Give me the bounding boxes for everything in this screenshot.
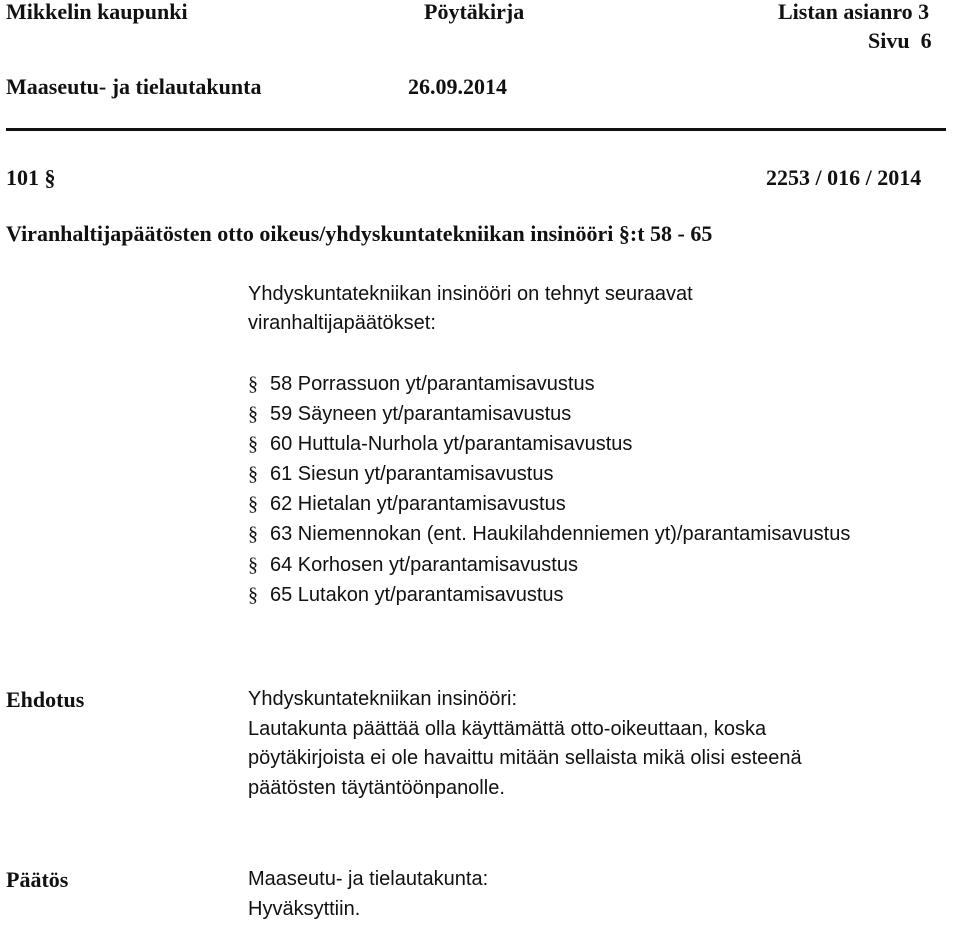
proposal-text bbox=[248, 685, 802, 803]
proposal-line-3: pöytäkirjoista ei ole havaittu mitään sellaista mikä olisi esteenä bbox=[248, 747, 802, 769]
section-sign: § bbox=[248, 433, 258, 456]
intro-line-2: viranhaltijapäätökset: bbox=[248, 312, 436, 334]
decision-text: 59 Säyneen yt/parantamisavustus bbox=[270, 403, 572, 426]
decision-text: 58 Porrassuon yt/parantamisavustus bbox=[270, 373, 595, 395]
list-item bbox=[248, 550, 850, 580]
decision-text: 63 Niemennokan (ent. Haukilahdenniemen yt)/parantamisavustus bbox=[270, 523, 851, 546]
section-sign: § bbox=[248, 403, 258, 426]
section-number: 101 § bbox=[6, 165, 56, 190]
list-item bbox=[248, 399, 850, 429]
decision-line-1: Maaseutu- ja tielautakunta: bbox=[248, 868, 489, 890]
decision-text: 64 Korhosen yt/parantamisavustus bbox=[270, 553, 578, 576]
section-sign: § bbox=[248, 523, 258, 546]
intro-line-1: Yhdyskuntatekniikan insinööri on tehnyt seuraavat bbox=[248, 283, 693, 305]
decision-list bbox=[248, 369, 850, 610]
organization-name: Mikkelin kaupunki bbox=[6, 0, 188, 24]
decision-text: 65 Lutakon yt/parantamisavustus bbox=[270, 583, 564, 606]
list-item bbox=[248, 429, 850, 459]
decision-text-block bbox=[248, 865, 488, 924]
list-item bbox=[248, 580, 850, 610]
document-type: Pöytäkirja bbox=[424, 0, 525, 24]
decision-text: 60 Huttula-Nurhola yt/parantamisavustus bbox=[270, 433, 633, 456]
proposal-line-4: päätösten täytäntöönpanolle. bbox=[248, 776, 505, 799]
list-item bbox=[248, 519, 850, 549]
list-item bbox=[248, 489, 850, 519]
decision-text: 61 Siesun yt/parantamisavustus bbox=[270, 463, 554, 486]
case-title: Viranhaltijapäätösten otto oikeus/yhdyskuntatekniikan insinööri §:t 58 - 65 bbox=[6, 221, 713, 246]
list-item bbox=[248, 459, 850, 489]
record-number: 2253 / 016 / 2014 bbox=[766, 165, 922, 190]
agenda-item-number: Listan asianro 3 bbox=[778, 0, 930, 24]
list-item bbox=[248, 369, 850, 399]
section-sign: § bbox=[248, 493, 258, 516]
page-number: Sivu 6 bbox=[868, 28, 932, 53]
proposal-line-2: Lautakunta päättää olla käyttämättä otto-oikeuttaan, koska bbox=[248, 717, 767, 740]
proposal-line-1: Yhdyskuntatekniikan insinööri: bbox=[248, 688, 518, 710]
board-name: Maaseutu- ja tielautakunta bbox=[6, 74, 262, 99]
section-sign: § bbox=[248, 463, 258, 486]
decision-line-2: Hyväksyttiin. bbox=[248, 897, 361, 920]
decision-text: 62 Hietalan yt/parantamisavustus bbox=[270, 493, 566, 516]
section-sign: § bbox=[248, 583, 258, 606]
section-sign: § bbox=[248, 373, 258, 395]
meeting-date: 26.09.2014 bbox=[408, 74, 507, 99]
proposal-label: Ehdotus bbox=[6, 687, 85, 712]
section-sign: § bbox=[248, 553, 258, 576]
decision-label: Päätös bbox=[6, 867, 69, 892]
header-divider bbox=[6, 128, 946, 131]
